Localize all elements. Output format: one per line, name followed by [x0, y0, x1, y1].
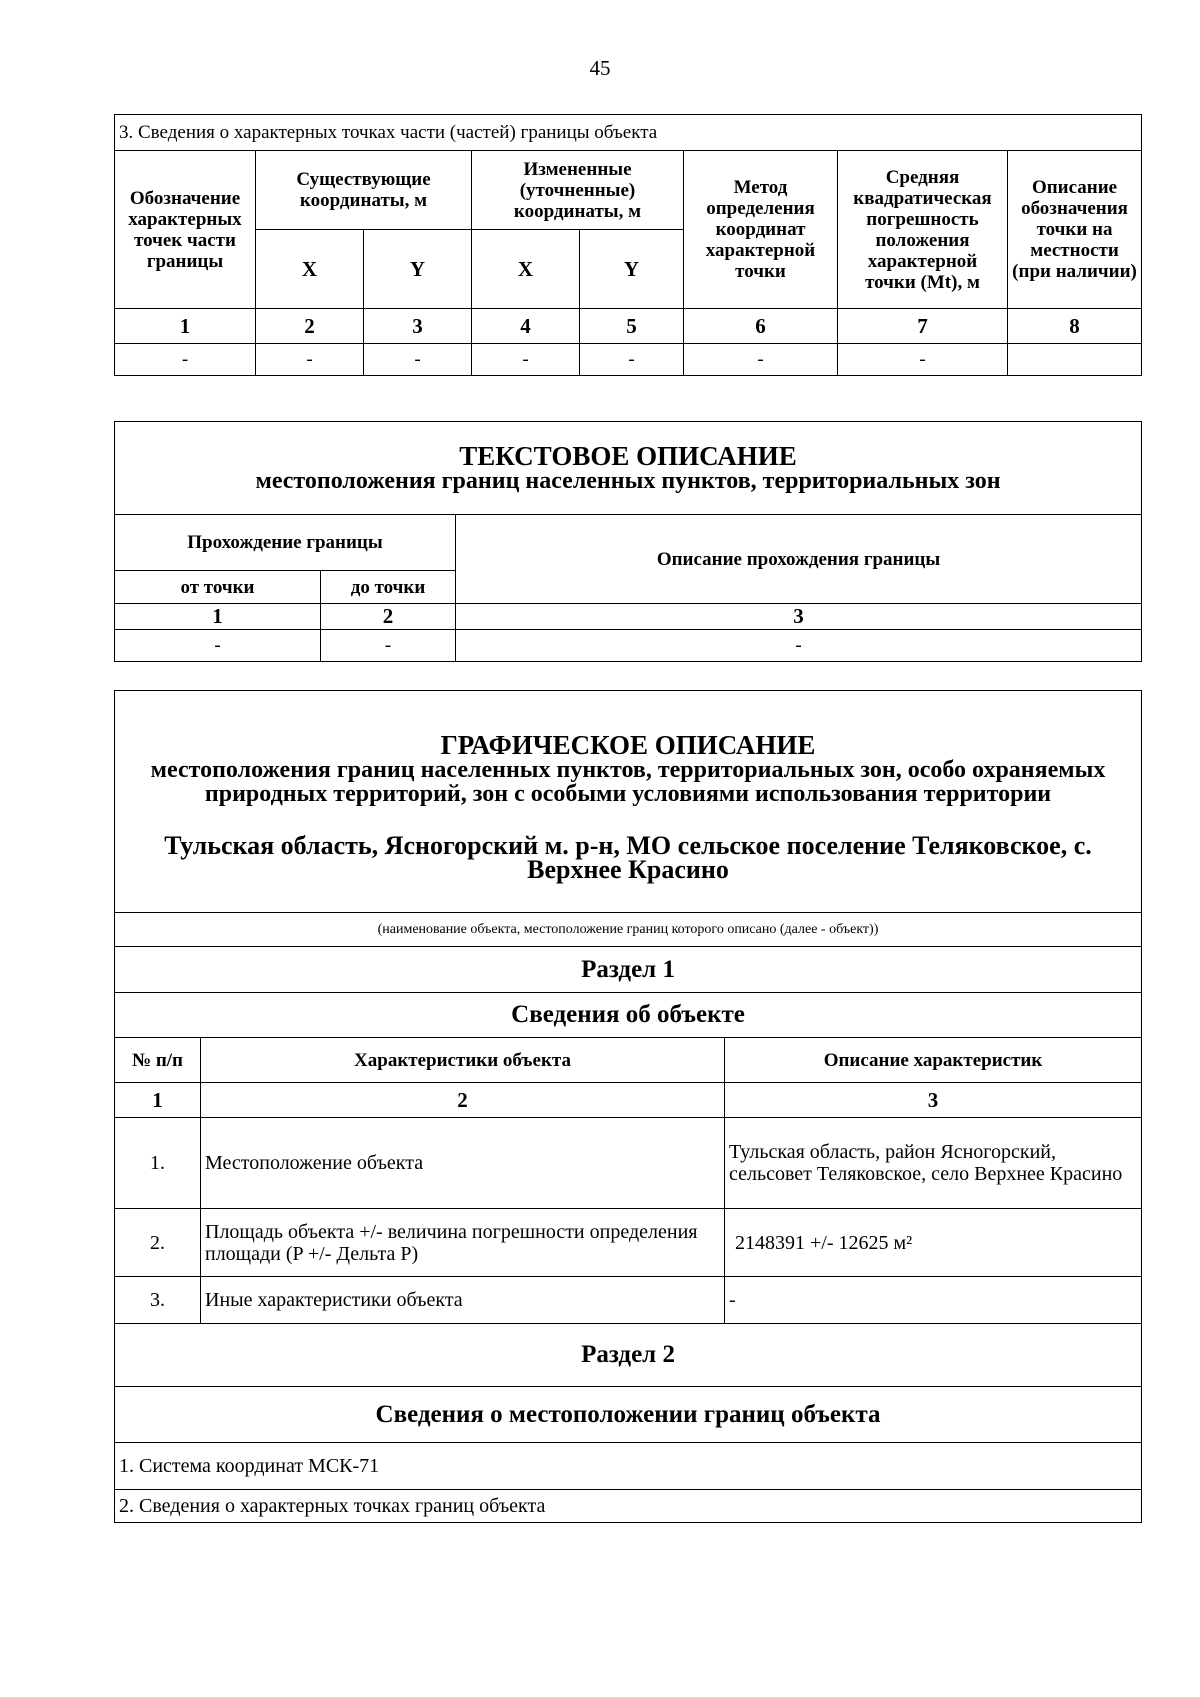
col-number: 3: [364, 309, 472, 344]
point-description-header: Описание обозначения точки на местности (при наличии): [1008, 151, 1142, 309]
table-cell: -: [321, 630, 456, 662]
section3-table: [114, 114, 1142, 376]
col-number: 2: [256, 309, 364, 344]
row-value: Тульская область, район Ясногорский, сельсовет Теляковское, село Верхнее Красино: [725, 1118, 1142, 1209]
coordinate-system: 1. Система координат МСК-71: [115, 1443, 1142, 1490]
col-number: 4: [472, 309, 580, 344]
y-changed-header: Y: [580, 230, 684, 309]
table-cell: -: [115, 630, 321, 662]
col-number: 1: [115, 309, 256, 344]
table-cell: -: [456, 630, 1142, 662]
section1-title: Раздел 1: [115, 947, 1142, 993]
x-existing-header: X: [256, 230, 364, 309]
passage-description-header: Описание прохождения границы: [456, 515, 1142, 604]
row-value: 2148391 +/- 12625 м²: [725, 1209, 1142, 1277]
graphic-description-subtitle: местоположения границ населенных пунктов, территориальных зон, особо охраняемых природных территорий, зон с особыми условиями использования территории: [150, 757, 1106, 807]
table-cell: [1008, 344, 1142, 376]
passage-header: Прохождение границы: [115, 515, 456, 571]
col-number: 2: [321, 604, 456, 630]
section1-subtitle: Сведения об объекте: [115, 993, 1142, 1038]
table-cell: -: [580, 344, 684, 376]
col-number: 7: [838, 309, 1008, 344]
col-header-number: № п/п: [115, 1038, 201, 1083]
col-number: 1: [115, 604, 321, 630]
table-cell: -: [256, 344, 364, 376]
table-row: [115, 1209, 1142, 1277]
col-number: 2: [201, 1083, 725, 1118]
row-characteristic: Площадь объекта +/- величина погрешности определения площади (P +/- Дельта P): [201, 1209, 725, 1277]
existing-coords-header: Существующие координаты, м: [256, 151, 472, 230]
table-row: [115, 1118, 1142, 1209]
changed-coords-header: Измененные (уточненные) координаты, м: [472, 151, 684, 230]
object-note: (наименование объекта, местоположение границ которого описано (далее - объект)): [115, 913, 1142, 947]
row-number: 1.: [115, 1118, 201, 1209]
from-point-header: от точки: [115, 571, 321, 604]
table-cell: -: [364, 344, 472, 376]
graphic-description-title: ГРАФИЧЕСКОЕ ОПИСАНИЕ: [440, 730, 816, 760]
section2-title: Раздел 2: [115, 1324, 1142, 1387]
error-header: Средняя квадратическая погрешность положения характерной точки (Mt), м: [838, 151, 1008, 309]
to-point-header: до точки: [321, 571, 456, 604]
col-number: 1: [115, 1083, 201, 1118]
section3-title: 3. Сведения о характерных точках части (частей) границы объекта: [115, 115, 1142, 151]
row-value: -: [725, 1277, 1142, 1324]
table-cell: -: [838, 344, 1008, 376]
section2-subtitle: Сведения о местоположении границ объекта: [115, 1387, 1142, 1443]
table-cell: -: [472, 344, 580, 376]
row-number: 3.: [115, 1277, 201, 1324]
col-number: 6: [684, 309, 838, 344]
text-description-subtitle: местоположения границ населенных пунктов, территориальных зон: [255, 467, 1001, 494]
col-number: 3: [456, 604, 1142, 630]
y-existing-header: Y: [364, 230, 472, 309]
col-header-characteristics: Характеристики объекта: [201, 1038, 725, 1083]
col-number: 8: [1008, 309, 1142, 344]
page-number: 45: [589, 56, 611, 80]
row-characteristic: Местоположение объекта: [201, 1118, 725, 1209]
row-characteristic: Иные характеристики объекта: [201, 1277, 725, 1324]
col-number: 3: [725, 1083, 1142, 1118]
table-cell: -: [115, 344, 256, 376]
graphic-description-table: [114, 690, 1142, 1523]
table-row: [115, 1277, 1142, 1324]
row-number: 2.: [115, 1209, 201, 1277]
col-number: 5: [580, 309, 684, 344]
designation-header: Обозначение характерных точек части границы: [115, 151, 256, 309]
col-header-description: Описание характеристик: [725, 1038, 1142, 1083]
text-description-title: ТЕКСТОВОЕ ОПИСАНИЕ: [459, 440, 797, 471]
points-info: 2. Сведения о характерных точках границ объекта: [115, 1490, 1142, 1523]
method-header: Метод определения координат характерной точки: [684, 151, 838, 309]
text-description-table: [114, 421, 1142, 662]
object-location-title: Тульская область, Ясногорский м. р-н, МО сельское поселение Теляковское, с. Верхнее Красино: [164, 831, 1092, 884]
table-cell: -: [684, 344, 838, 376]
x-changed-header: X: [472, 230, 580, 309]
